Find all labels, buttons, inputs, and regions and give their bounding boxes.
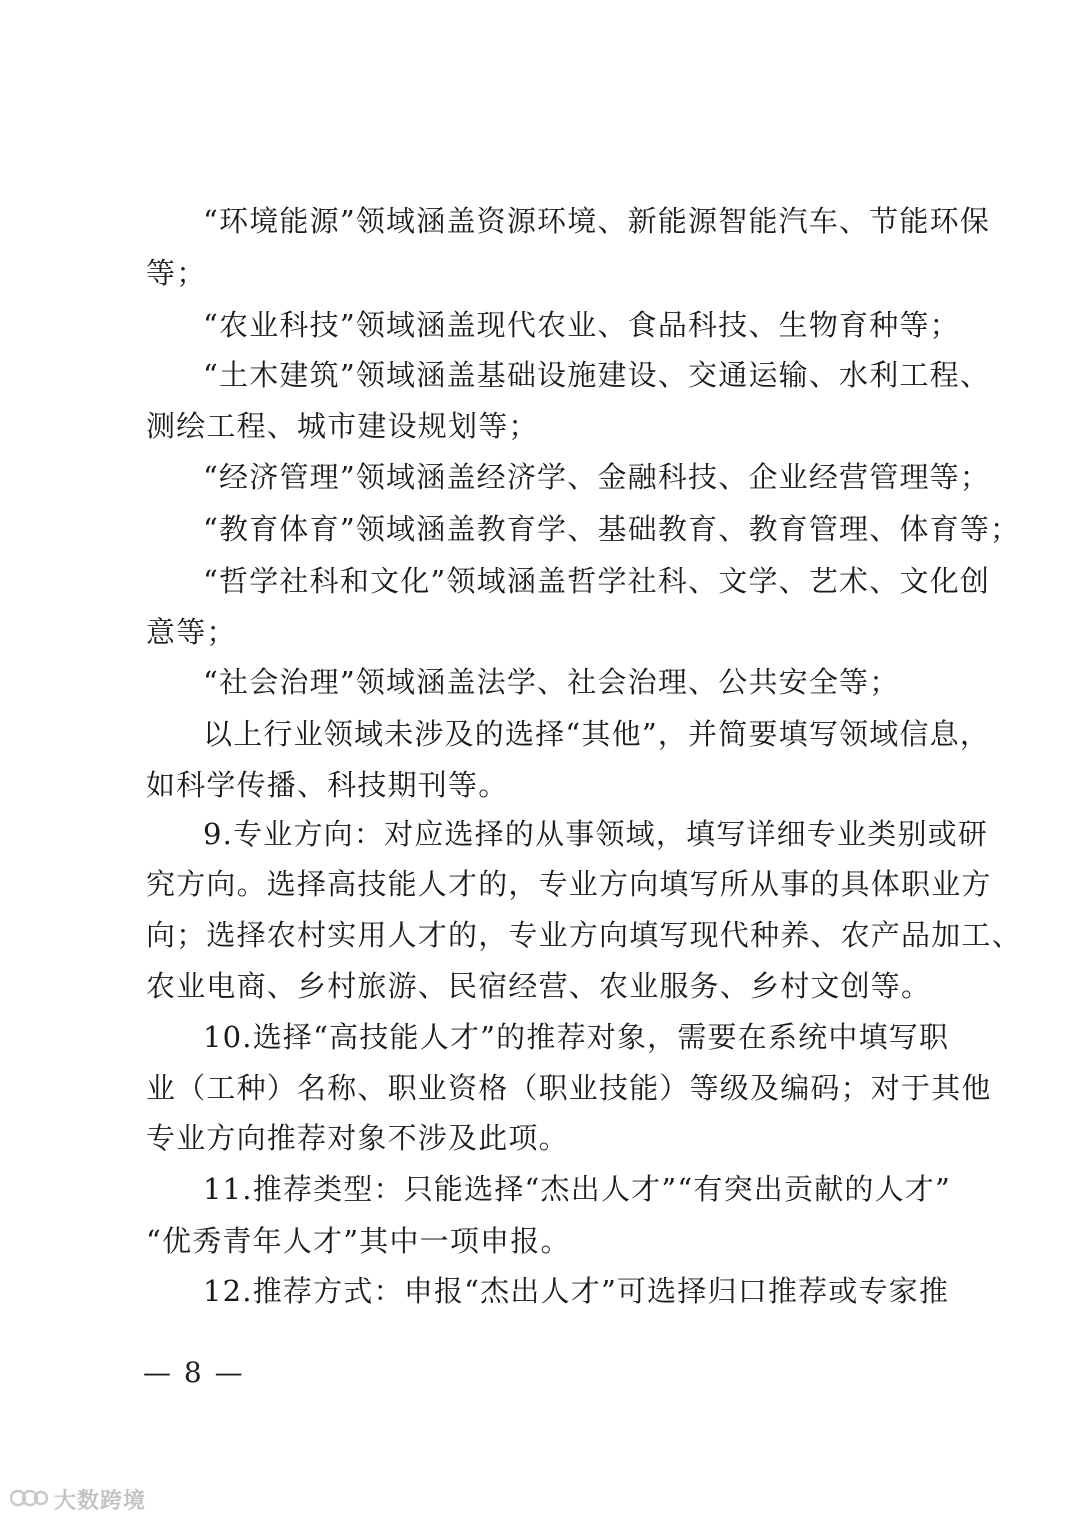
text-line: 10.选择“高技能人才”的推荐对象，需要在系统中填写职 — [203, 1020, 950, 1054]
text-line: 测绘工程、城市建设规划等； — [146, 409, 539, 443]
text-line: 向；选择农村实用人才的，专业方向填写现代种养、农产品加工、 — [146, 918, 1022, 952]
text-line: “优秀青年人才”其中一项申报。 — [146, 1224, 571, 1258]
text-line: 业（工种）名称、职业资格（职业技能）等级及编码；对于其他 — [146, 1071, 992, 1105]
brand-logo-icon — [10, 1485, 48, 1515]
text-line: 11.推荐类型：只能选择“杰出人才”“有突出贡献的人才” — [203, 1172, 952, 1206]
text-line: “环境能源”领域涵盖资源环境、新能源智能汽车、节能环保 — [203, 204, 991, 238]
text-line: 等； — [146, 256, 207, 290]
text-line: “社会治理”领域涵盖法学、社会治理、公共安全等； — [203, 665, 900, 699]
text-line: 专业方向推荐对象不涉及此项。 — [146, 1121, 569, 1155]
watermark-text: 大数跨境 — [54, 1489, 147, 1514]
text-line: “土木建筑”领域涵盖基础设施建设、交通运输、水利工程、 — [203, 358, 991, 392]
text-line: 9.专业方向：对应选择的从事领域，填写详细专业类别或研 — [203, 817, 989, 851]
text-line: 意等； — [146, 615, 237, 649]
text-line: “经济管理”领域涵盖经济学、金融科技、企业经营管理等； — [203, 460, 991, 494]
page-number: — 8 — — [143, 1356, 245, 1389]
watermark — [10, 1484, 146, 1515]
text-line: 以上行业领域未涉及的选择“其他”，并简要填写领域信息， — [203, 717, 991, 751]
text-line: “哲学社科和文化”领域涵盖哲学社科、文学、艺术、文化创 — [203, 564, 991, 598]
text-line: “农业科技”领域涵盖现代农业、食品科技、生物育种等； — [203, 308, 960, 342]
text-line: 12.推荐方式：申报“杰出人才”可选择归口推荐或专家推 — [203, 1274, 950, 1308]
text-line: “教育体育”领域涵盖教育学、基础教育、教育管理、体育等； — [203, 512, 1021, 546]
text-line: 农业电商、乡村旅游、民宿经营、农业服务、乡村文创等。 — [146, 969, 932, 1003]
text-line: 究方向。选择高技能人才的，专业方向填写所从事的具体职业方 — [146, 867, 992, 901]
text-line: 如科学传播、科技期刊等。 — [146, 768, 509, 802]
